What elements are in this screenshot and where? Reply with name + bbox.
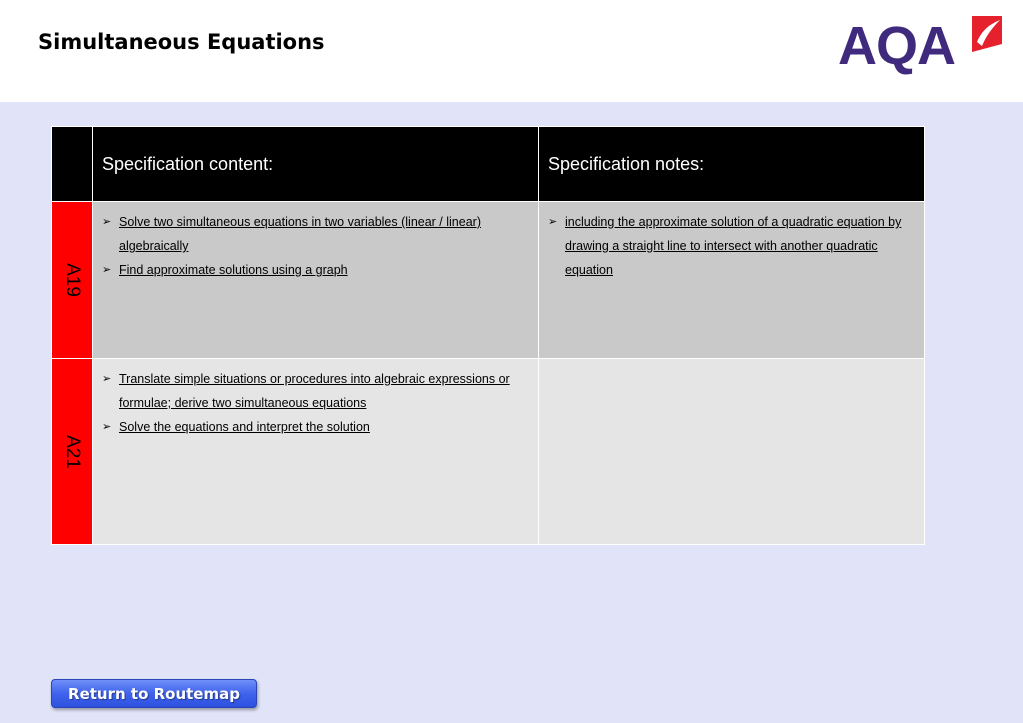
return-to-routemap-button[interactable]: Return to Routemap [51, 679, 257, 708]
code-cell-a21 [52, 359, 93, 545]
table-row-a19 [52, 202, 925, 359]
content-cell [93, 202, 539, 359]
specification-table [51, 126, 925, 545]
arrow-bullet-icon: ➢ [102, 373, 112, 385]
header-spec-content: Specification content: [93, 127, 539, 202]
code-label: A21 [62, 434, 83, 469]
list-item[interactable] [102, 367, 528, 415]
notes-cell [539, 202, 925, 359]
code-label: A19 [62, 263, 83, 297]
content-cell [93, 359, 539, 545]
arrow-bullet-icon: ➢ [102, 216, 112, 228]
content-link[interactable]: Solve two simultaneous equations in two variables (linear / linear) algebraically [119, 215, 481, 253]
table-header-row [52, 127, 925, 202]
notes-cell [539, 359, 925, 545]
header-bar [0, 0, 1023, 102]
content-link[interactable]: Find approximate solutions using a graph [119, 263, 348, 277]
list-item[interactable] [548, 210, 914, 282]
page-title: Simultaneous Equations [38, 30, 325, 54]
notes-link[interactable]: including the approximate solution of a quadratic equation by drawing a straight line to intersect with another quadratic equation [565, 215, 902, 277]
content-link[interactable]: Solve the equations and interpret the solution [119, 420, 370, 434]
aqa-logo [838, 14, 1008, 76]
list-item[interactable] [102, 210, 528, 258]
arrow-bullet-icon: ➢ [102, 421, 112, 433]
table-row-a21 [52, 359, 925, 545]
content-link[interactable]: Translate simple situations or procedures into algebraic expressions or formulae; derive two simultaneous equations [119, 372, 510, 410]
aqa-logo-mark-icon [968, 14, 1004, 54]
list-item[interactable] [102, 258, 528, 282]
arrow-bullet-icon: ➢ [548, 216, 558, 228]
header-spec-notes: Specification notes: [539, 127, 925, 202]
code-cell-a19 [52, 202, 93, 359]
list-item[interactable] [102, 415, 528, 439]
header-code-cell [52, 127, 93, 202]
arrow-bullet-icon: ➢ [102, 264, 112, 276]
aqa-logo-text: AQA [838, 16, 955, 76]
